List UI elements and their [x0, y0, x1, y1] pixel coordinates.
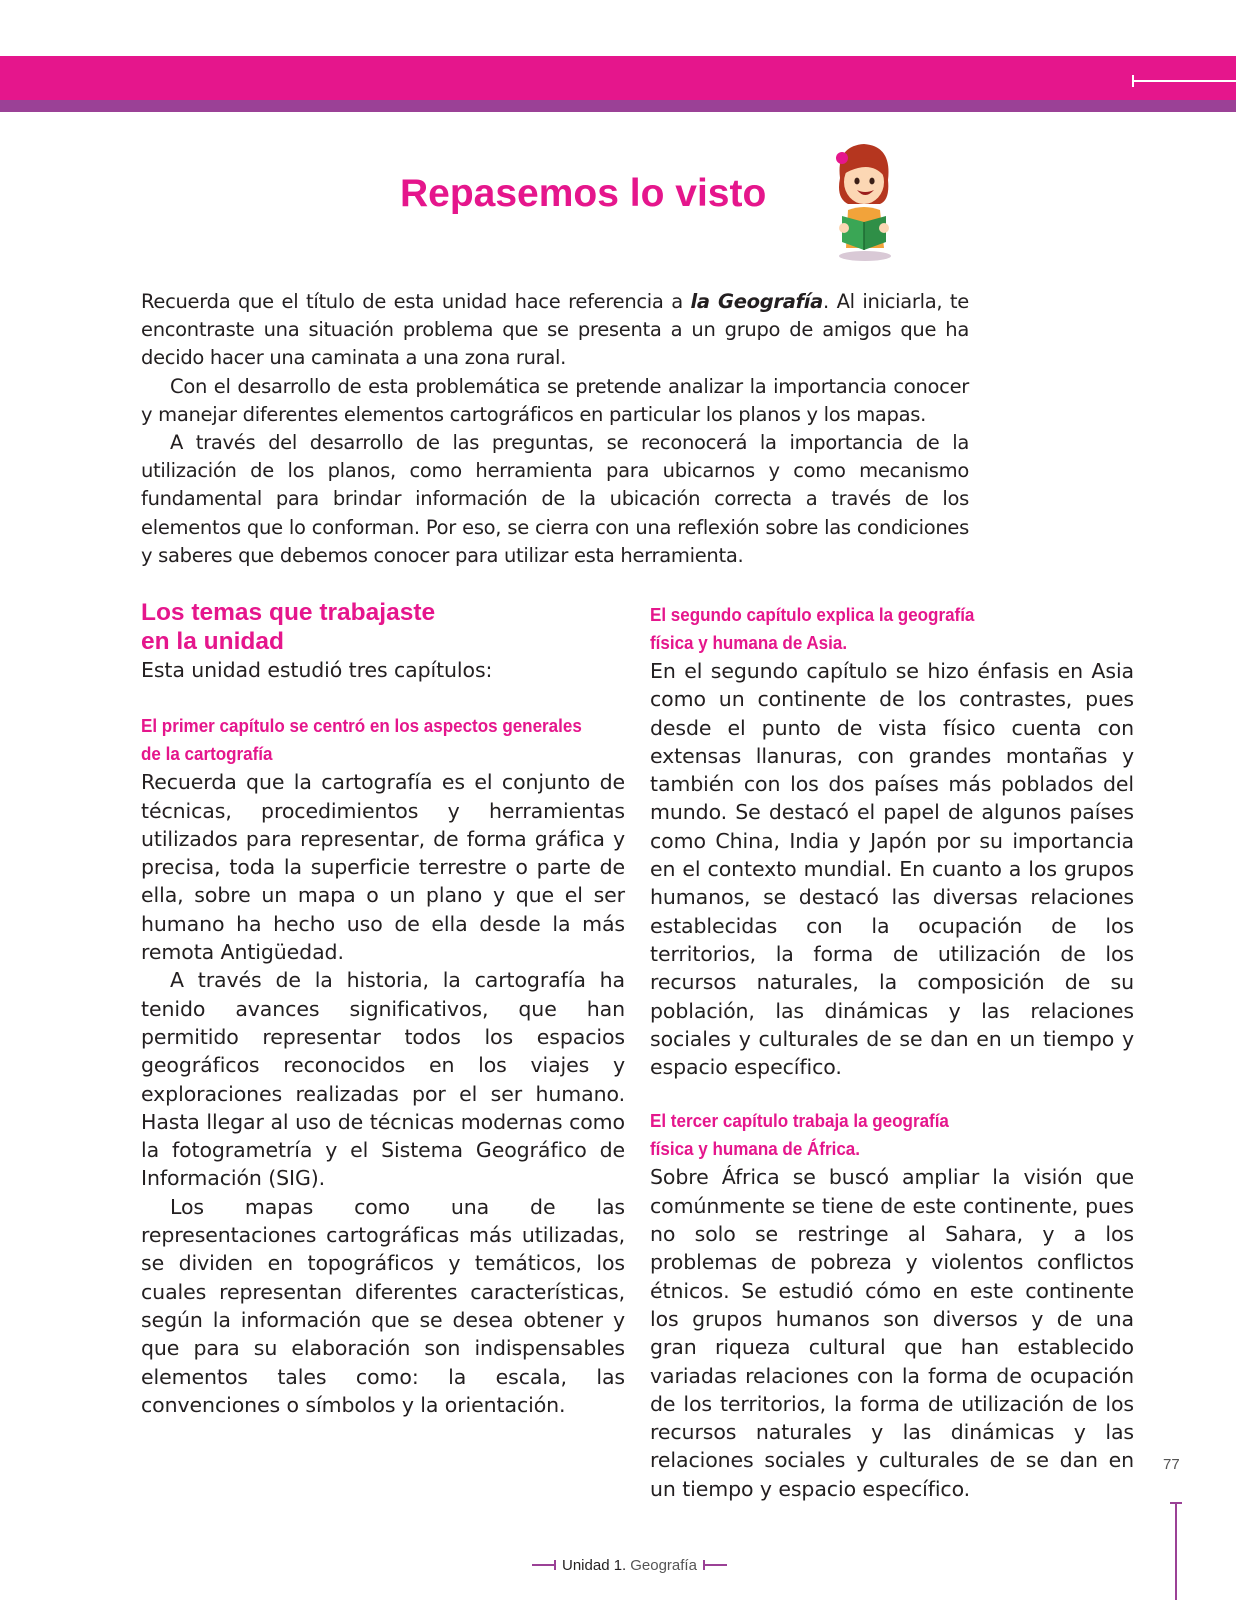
section-heading-line-2: en la unidad	[141, 628, 284, 655]
chapter-1-heading	[141, 712, 586, 768]
footer-unit-number: Unidad 1.	[562, 1556, 627, 1574]
page-number: 77	[1163, 1456, 1180, 1473]
footer-unit-name: Geografía	[630, 1556, 697, 1574]
page-margin-line	[1175, 1503, 1177, 1600]
chapter-spacer	[650, 1081, 1134, 1107]
right-column	[650, 601, 1134, 1503]
chapter-3-heading-line-2: física y humana de África.	[650, 1138, 861, 1160]
chapter-2-heading	[650, 601, 1095, 657]
chapter-1-paragraph-2: A través de la historia, la cartografía ha tenido avances significativos, que han permitido representar todos los espacios geográficos reconocidos en los viajes y exploraciones realizadas por el ser humano. Hasta llegar al uso de técnicas modernas como la fotogrametría y el Sistema Geográfico de Información (SIG).	[141, 968, 625, 1191]
header-band-purple	[0, 100, 1236, 112]
chapter-1-heading-line-2: de la cartografía	[141, 743, 273, 765]
section-heading-line-1: Los temas que trabajaste	[141, 599, 436, 626]
chapter-3-paragraph: Sobre África se buscó ampliar la visión que comúnmente se tiene de este continente, pues no solo se restringe al Sahara, y a los problemas de pobreza y violentos conflictos étnicos. Se estudió cómo en este continente los grupos humanos son diversos y de una gran riqueza cultural que han establecido variadas relaciones con la forma de ocupación de los territorios, la forma de utilización de los recursos naturales y las dinámicas y las relaciones sociales y culturales de se dan en un tiempo y espacio específico.	[650, 1165, 1134, 1501]
intro-paragraph-2: Con el desarrollo de esta problemática se pretende analizar la importancia conocer y manejar diferentes elementos cartográficos en particular los planos y los mapas.	[141, 374, 969, 426]
left-column	[141, 598, 625, 1419]
chapter-2-paragraph: En el segundo capítulo se hizo énfasis en Asia como un continente de los contrastes, pues desde el punto de vista físico cuenta con extensas llanuras, con grandes montañas y también con los dos países más poblados del mundo. Se destacó el papel de algunos países como China, India y Japón por su importancia en el contexto mundial. En cuanto a los grupos humanos, se destacó las diversas relaciones establecidas con la ocupación de los territorios, la forma de utilización de los recursos naturales, la composición de su población, las dinámicas y las relaciones sociales y culturales de se dan en un tiempo y espacio específico.	[650, 659, 1134, 1080]
footer-right-dash	[703, 1564, 727, 1566]
chapter-3-heading	[650, 1107, 1095, 1163]
page-title: Repasemos lo visto	[400, 172, 767, 215]
header-decor-tick	[1132, 75, 1134, 87]
intro-section	[141, 288, 969, 570]
intro-p1-emphasis: la Geografía	[690, 290, 824, 313]
chapter-2-heading-line-1: El segundo capítulo explica la geografía	[650, 604, 975, 625]
chapter-1-paragraph-1: Recuerda que la cartografía es el conjunto de técnicas, procedimientos y herramientas utilizados para representar, de forma gráfica y precisa, toda la superficie terrestre o parte de ella, sobre un mapa o un plano y que el ser humano ha hecho uso de ella desde la más remota Antigüedad.	[141, 770, 625, 965]
intro-p1-text-end: . Al iniciarla, te encontraste una situación problema que se presenta a un grupo de amigos que ha decido hacer una caminata a una zona rural.	[141, 290, 969, 370]
section-heading	[141, 598, 625, 656]
girl-reading-book-illustration	[818, 138, 908, 262]
chapter-1-heading-line-1: El primer capítulo se centró en los aspectos generales	[141, 715, 582, 737]
intro-paragraph-3: A través del desarrollo de las preguntas, se reconocerá la importancia de la utilización de los planos, como herramienta para ubicarnos y como mecanismo fundamental para brindar información de la ubicación correcta a través de los elementos que lo conforman. Por eso, se cierra con una reflexión sobre las condiciones y saberes que debemos conocer para utilizar esta herramienta.	[141, 431, 969, 567]
chapters-intro-line: Esta unidad estudió tres capítulos:	[141, 658, 493, 682]
chapter-1-paragraph-3: Los mapas como una de las representaciones cartográficas más utilizadas, se dividen en topográficos y temáticos, los cuales representan diferentes características, según la información que se desea obtener y que para su elaboración son indispensables elementos tales como: la escala, las convenciones o símbolos y la orientación.	[141, 1194, 625, 1417]
header-decor-line	[1132, 80, 1236, 82]
intro-p1-text: Recuerda que el título de esta unidad hace referencia a	[141, 290, 691, 313]
footer-left-dash	[532, 1564, 556, 1566]
chapter-2-heading-line-2: física y humana de Asia.	[650, 632, 848, 653]
intro-paragraph-1	[141, 288, 969, 373]
header-band-pink	[0, 56, 1236, 100]
footer-unit-label	[532, 1554, 727, 1576]
chapter-3-heading-line-1: El tercer capítulo trabaja la geografía	[650, 1110, 949, 1132]
